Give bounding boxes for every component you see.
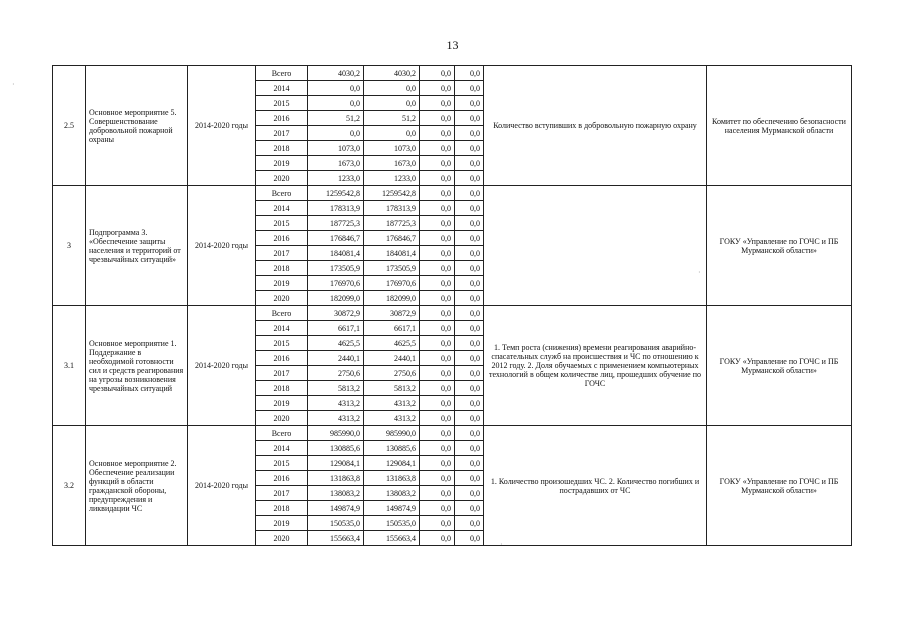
indicator-cell: 1. Темп роста (снижения) времени реагирования аварийно-спасательных служб на происшествия и ЧС по отношению к 2012 году. 2. Доля обучаемых с применением компьютерных технологий в общем количестве лиц, прошедших обучение по ГОЧС	[484, 306, 707, 426]
executor-cell: Комитет по обеспечению безопасности населения Мурманской области	[707, 66, 852, 186]
scan-mark: ·	[500, 540, 503, 549]
year-cell: 2014	[256, 81, 308, 96]
amount-regional-cell: 30872,9	[364, 306, 420, 321]
amount-other-cell: 0,0	[455, 456, 484, 471]
amount-other-cell: 0,0	[455, 441, 484, 456]
year-cell: Всего	[256, 306, 308, 321]
amount-regional-cell: 176846,7	[364, 231, 420, 246]
amount-total-cell: 1259542,8	[308, 186, 364, 201]
amount-regional-cell: 131863,8	[364, 471, 420, 486]
year-cell: 2015	[256, 216, 308, 231]
amount-federal-cell: 0,0	[420, 441, 455, 456]
amount-total-cell: 6617,1	[308, 321, 364, 336]
amount-federal-cell: 0,0	[420, 456, 455, 471]
amount-total-cell: 985990,0	[308, 426, 364, 441]
amount-regional-cell: 178313,9	[364, 201, 420, 216]
amount-total-cell: 150535,0	[308, 516, 364, 531]
item-number: 3.1	[53, 306, 86, 426]
year-cell: 2018	[256, 141, 308, 156]
amount-federal-cell: 0,0	[420, 471, 455, 486]
year-cell: 2017	[256, 126, 308, 141]
amount-federal-cell: 0,0	[420, 486, 455, 501]
amount-regional-cell: 150535,0	[364, 516, 420, 531]
amount-total-cell: 51,2	[308, 111, 364, 126]
amount-federal-cell: 0,0	[420, 306, 455, 321]
amount-federal-cell: 0,0	[420, 261, 455, 276]
amount-other-cell: 0,0	[455, 276, 484, 291]
amount-federal-cell: 0,0	[420, 276, 455, 291]
table-row	[53, 186, 852, 201]
scan-mark: ·	[12, 80, 15, 89]
amount-other-cell: 0,0	[455, 501, 484, 516]
amount-regional-cell: 176970,6	[364, 276, 420, 291]
year-cell: 2014	[256, 321, 308, 336]
amount-other-cell: 0,0	[455, 516, 484, 531]
year-cell: 2015	[256, 96, 308, 111]
year-cell: 2018	[256, 381, 308, 396]
amount-total-cell: 176846,7	[308, 231, 364, 246]
amount-other-cell: 0,0	[455, 366, 484, 381]
amount-federal-cell: 0,0	[420, 426, 455, 441]
amount-total-cell: 1673,0	[308, 156, 364, 171]
table-row	[53, 66, 852, 81]
year-cell: 2018	[256, 261, 308, 276]
year-cell: 2014	[256, 201, 308, 216]
amount-total-cell: 178313,9	[308, 201, 364, 216]
year-cell: 2020	[256, 531, 308, 546]
amount-federal-cell: 0,0	[420, 186, 455, 201]
amount-other-cell: 0,0	[455, 81, 484, 96]
amount-total-cell: 182099,0	[308, 291, 364, 306]
amount-other-cell: 0,0	[455, 291, 484, 306]
amount-federal-cell: 0,0	[420, 141, 455, 156]
amount-regional-cell: 182099,0	[364, 291, 420, 306]
amount-other-cell: 0,0	[455, 381, 484, 396]
amount-regional-cell: 138083,2	[364, 486, 420, 501]
amount-other-cell: 0,0	[455, 336, 484, 351]
amount-regional-cell: 4625,5	[364, 336, 420, 351]
year-cell: Всего	[256, 66, 308, 81]
amount-federal-cell: 0,0	[420, 366, 455, 381]
year-cell: 2015	[256, 336, 308, 351]
amount-regional-cell: 2440,1	[364, 351, 420, 366]
amount-regional-cell: 51,2	[364, 111, 420, 126]
amount-total-cell: 187725,3	[308, 216, 364, 231]
executor-cell: ГОКУ «Управление по ГОЧС и ПБ Мурманской области»	[707, 426, 852, 546]
amount-federal-cell: 0,0	[420, 111, 455, 126]
scan-mark: ·	[698, 268, 701, 277]
amount-other-cell: 0,0	[455, 246, 484, 261]
indicator-cell: 1. Количество произошедших ЧС. 2. Количество погибших и пострадавших от ЧС	[484, 426, 707, 546]
amount-regional-cell: 1259542,8	[364, 186, 420, 201]
year-cell: 2017	[256, 366, 308, 381]
amount-federal-cell: 0,0	[420, 381, 455, 396]
item-number: 3.2	[53, 426, 86, 546]
amount-regional-cell: 1673,0	[364, 156, 420, 171]
amount-regional-cell: 149874,9	[364, 501, 420, 516]
amount-federal-cell: 0,0	[420, 291, 455, 306]
amount-regional-cell: 5813,2	[364, 381, 420, 396]
amount-other-cell: 0,0	[455, 171, 484, 186]
amount-total-cell: 176970,6	[308, 276, 364, 291]
amount-regional-cell: 1073,0	[364, 141, 420, 156]
amount-federal-cell: 0,0	[420, 531, 455, 546]
amount-total-cell: 155663,4	[308, 531, 364, 546]
amount-federal-cell: 0,0	[420, 246, 455, 261]
amount-federal-cell: 0,0	[420, 96, 455, 111]
amount-regional-cell: 1233,0	[364, 171, 420, 186]
amount-other-cell: 0,0	[455, 321, 484, 336]
item-number: 2.5	[53, 66, 86, 186]
amount-other-cell: 0,0	[455, 486, 484, 501]
table-row	[53, 306, 852, 321]
amount-total-cell: 4030,2	[308, 66, 364, 81]
amount-federal-cell: 0,0	[420, 201, 455, 216]
executor-cell: ГОКУ «Управление по ГОЧС и ПБ Мурманской области»	[707, 306, 852, 426]
amount-total-cell: 2440,1	[308, 351, 364, 366]
amount-other-cell: 0,0	[455, 306, 484, 321]
amount-total-cell: 0,0	[308, 81, 364, 96]
amount-total-cell: 5813,2	[308, 381, 364, 396]
amount-regional-cell: 173505,9	[364, 261, 420, 276]
program-table-body	[53, 66, 852, 546]
year-cell: 2016	[256, 231, 308, 246]
amount-regional-cell: 0,0	[364, 81, 420, 96]
amount-federal-cell: 0,0	[420, 321, 455, 336]
amount-regional-cell: 4030,2	[364, 66, 420, 81]
year-cell: 2017	[256, 486, 308, 501]
amount-federal-cell: 0,0	[420, 396, 455, 411]
year-cell: Всего	[256, 426, 308, 441]
amount-total-cell: 129084,1	[308, 456, 364, 471]
amount-federal-cell: 0,0	[420, 216, 455, 231]
amount-other-cell: 0,0	[455, 411, 484, 426]
amount-regional-cell: 6617,1	[364, 321, 420, 336]
amount-other-cell: 0,0	[455, 471, 484, 486]
year-cell: 2019	[256, 396, 308, 411]
year-cell: 2016	[256, 351, 308, 366]
amount-other-cell: 0,0	[455, 141, 484, 156]
item-name: Основное мероприятие 2. Обеспечение реализации функций в области гражданской обороны, предупреждения и ликвидации ЧС	[86, 426, 188, 546]
amount-other-cell: 0,0	[455, 126, 484, 141]
amount-regional-cell: 0,0	[364, 126, 420, 141]
amount-other-cell: 0,0	[455, 201, 484, 216]
amount-total-cell: 184081,4	[308, 246, 364, 261]
amount-other-cell: 0,0	[455, 531, 484, 546]
table-row	[53, 426, 852, 441]
amount-federal-cell: 0,0	[420, 66, 455, 81]
amount-regional-cell: 184081,4	[364, 246, 420, 261]
item-name: Основное мероприятие 1. Поддержание в необходимой готовности сил и средств реагирования на угрозы возникновения чрезвычайных ситуаций	[86, 306, 188, 426]
year-cell: 2019	[256, 276, 308, 291]
amount-federal-cell: 0,0	[420, 501, 455, 516]
amount-total-cell: 149874,9	[308, 501, 364, 516]
item-period: 2014-2020 годы	[188, 186, 256, 306]
amount-total-cell: 173505,9	[308, 261, 364, 276]
year-cell: Всего	[256, 186, 308, 201]
program-table	[52, 65, 852, 546]
amount-total-cell: 2750,6	[308, 366, 364, 381]
year-cell: 2015	[256, 456, 308, 471]
amount-other-cell: 0,0	[455, 66, 484, 81]
item-period: 2014-2020 годы	[188, 66, 256, 186]
amount-regional-cell: 4313,2	[364, 396, 420, 411]
amount-total-cell: 0,0	[308, 96, 364, 111]
item-period: 2014-2020 годы	[188, 306, 256, 426]
indicator-cell	[484, 186, 707, 306]
amount-total-cell: 131863,8	[308, 471, 364, 486]
indicator-cell: Количество вступивших в добровольную пожарную охрану	[484, 66, 707, 186]
amount-federal-cell: 0,0	[420, 231, 455, 246]
amount-other-cell: 0,0	[455, 396, 484, 411]
amount-total-cell: 4313,2	[308, 411, 364, 426]
amount-other-cell: 0,0	[455, 426, 484, 441]
amount-total-cell: 30872,9	[308, 306, 364, 321]
amount-total-cell: 0,0	[308, 126, 364, 141]
amount-other-cell: 0,0	[455, 186, 484, 201]
amount-regional-cell: 4313,2	[364, 411, 420, 426]
item-name: Основное мероприятие 5. Совершенствование добровольной пожарной охраны	[86, 66, 188, 186]
amount-total-cell: 130885,6	[308, 441, 364, 456]
year-cell: 2017	[256, 246, 308, 261]
amount-federal-cell: 0,0	[420, 351, 455, 366]
amount-other-cell: 0,0	[455, 156, 484, 171]
year-cell: 2014	[256, 441, 308, 456]
amount-federal-cell: 0,0	[420, 171, 455, 186]
amount-federal-cell: 0,0	[420, 126, 455, 141]
amount-total-cell: 138083,2	[308, 486, 364, 501]
amount-total-cell: 4625,5	[308, 336, 364, 351]
amount-regional-cell: 985990,0	[364, 426, 420, 441]
amount-federal-cell: 0,0	[420, 516, 455, 531]
amount-regional-cell: 129084,1	[364, 456, 420, 471]
amount-regional-cell: 187725,3	[364, 216, 420, 231]
amount-other-cell: 0,0	[455, 96, 484, 111]
item-number: 3	[53, 186, 86, 306]
amount-federal-cell: 0,0	[420, 81, 455, 96]
year-cell: 2016	[256, 471, 308, 486]
amount-other-cell: 0,0	[455, 231, 484, 246]
amount-total-cell: 1233,0	[308, 171, 364, 186]
page-number: 13	[446, 38, 459, 52]
amount-total-cell: 4313,2	[308, 396, 364, 411]
item-period: 2014-2020 годы	[188, 426, 256, 546]
amount-federal-cell: 0,0	[420, 156, 455, 171]
year-cell: 2020	[256, 291, 308, 306]
year-cell: 2020	[256, 411, 308, 426]
amount-other-cell: 0,0	[455, 261, 484, 276]
amount-total-cell: 1073,0	[308, 141, 364, 156]
amount-other-cell: 0,0	[455, 111, 484, 126]
year-cell: 2019	[256, 516, 308, 531]
amount-regional-cell: 155663,4	[364, 531, 420, 546]
amount-other-cell: 0,0	[455, 216, 484, 231]
amount-regional-cell: 130885,6	[364, 441, 420, 456]
executor-cell: ГОКУ «Управление по ГОЧС и ПБ Мурманской области»	[707, 186, 852, 306]
year-cell: 2020	[256, 171, 308, 186]
amount-regional-cell: 2750,6	[364, 366, 420, 381]
amount-other-cell: 0,0	[455, 351, 484, 366]
amount-regional-cell: 0,0	[364, 96, 420, 111]
amount-federal-cell: 0,0	[420, 336, 455, 351]
amount-federal-cell: 0,0	[420, 411, 455, 426]
year-cell: 2018	[256, 501, 308, 516]
year-cell: 2019	[256, 156, 308, 171]
item-name: Подпрограмма 3. «Обеспечение защиты населения и территорий от чрезвычайных ситуаций»	[86, 186, 188, 306]
year-cell: 2016	[256, 111, 308, 126]
